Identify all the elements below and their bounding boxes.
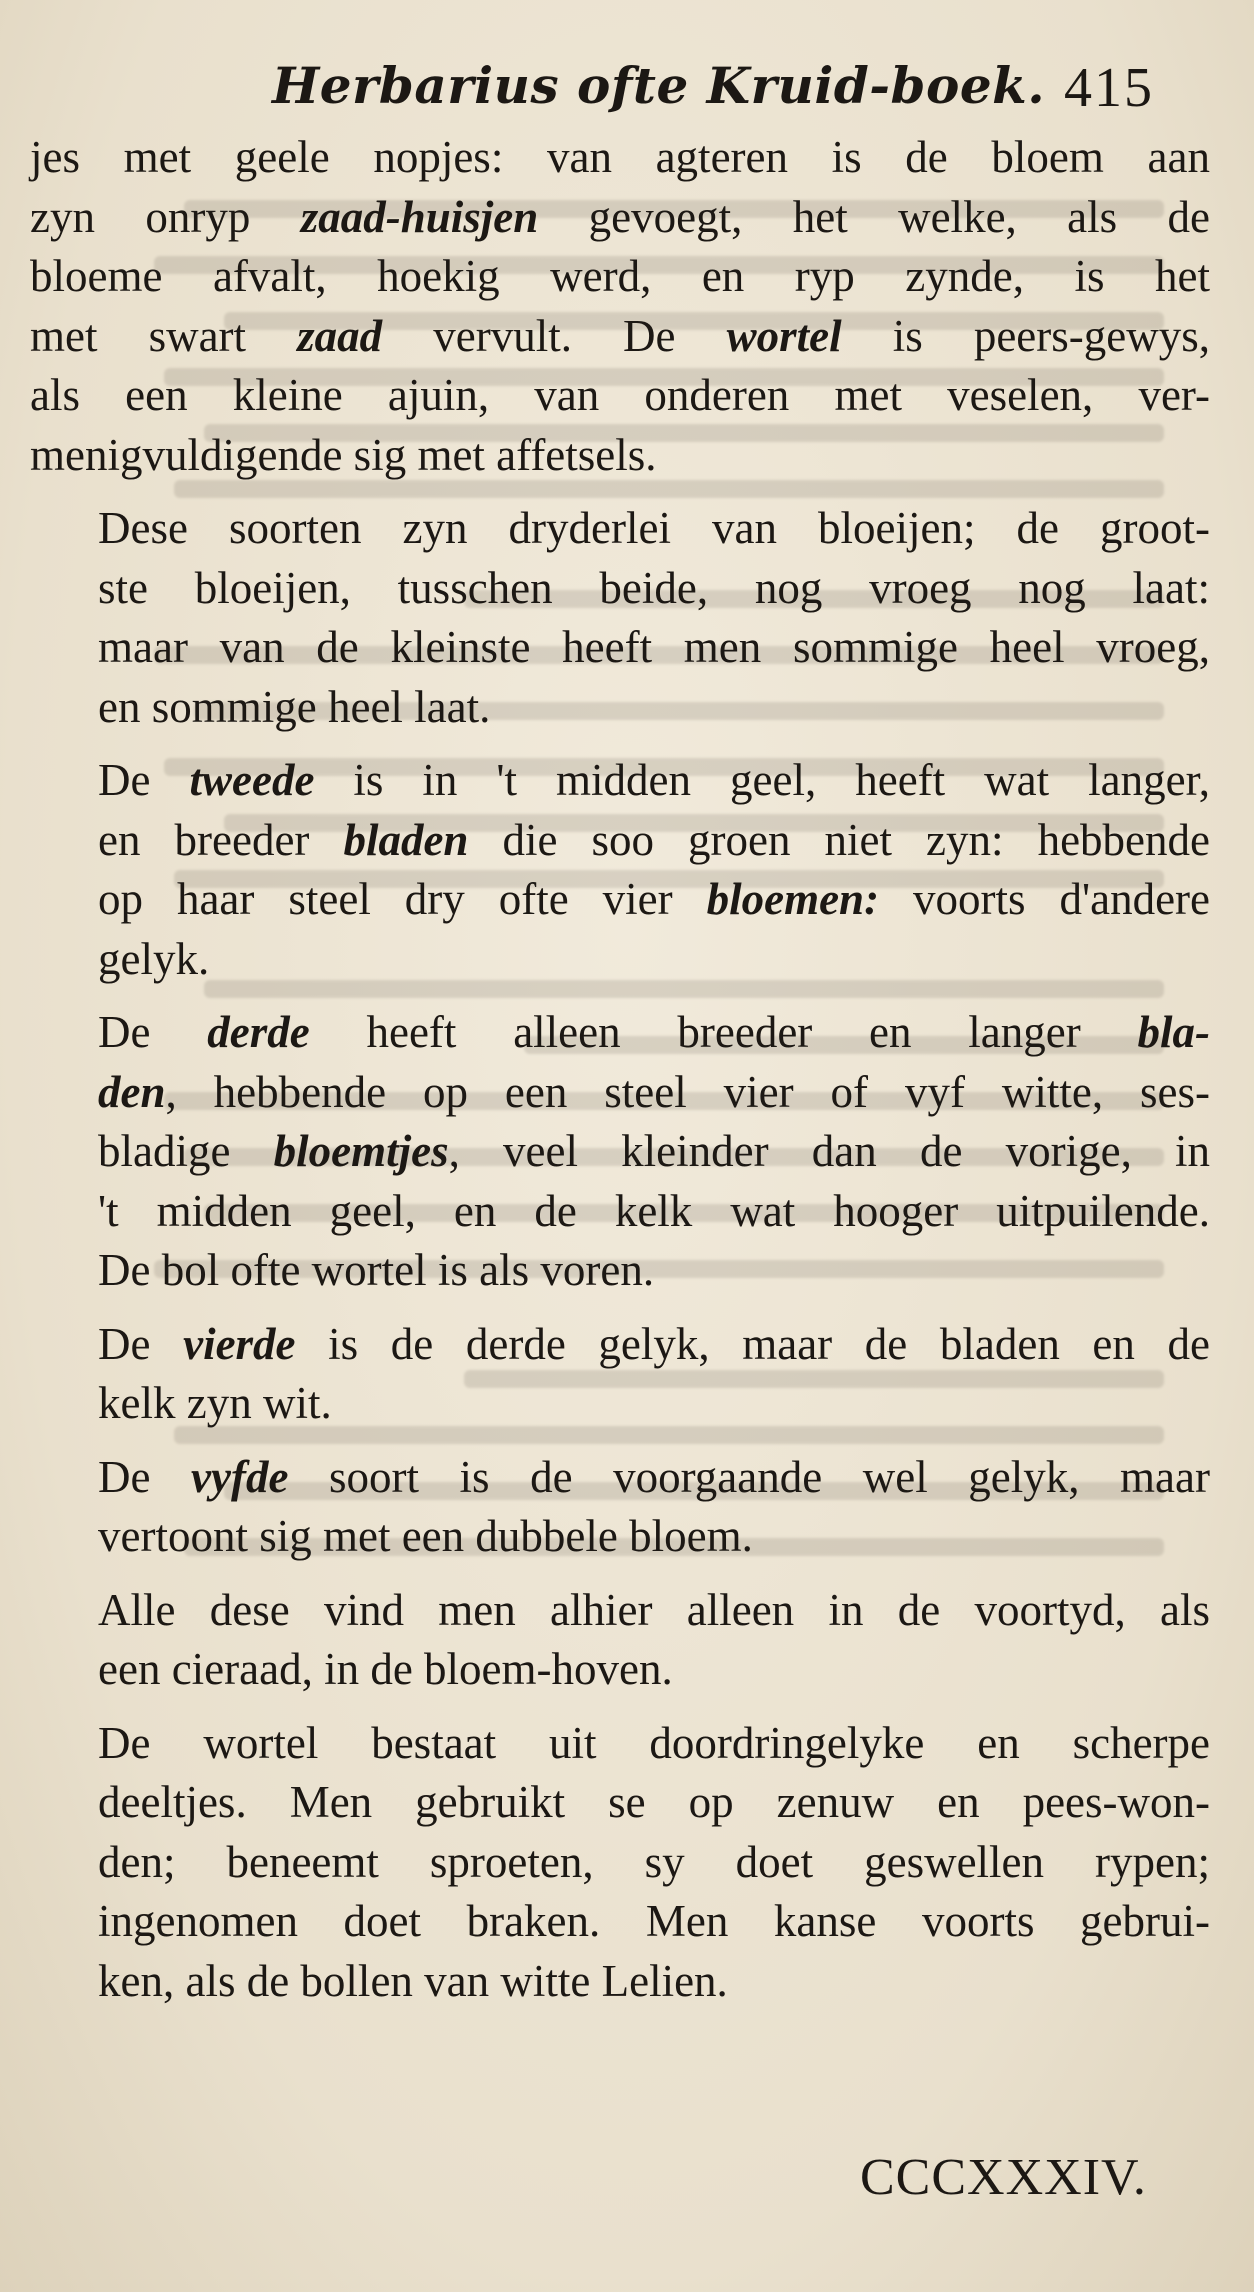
text-run: De bol ofte wortel is als voren. <box>98 1245 655 1295</box>
italic-term: bloemtjes <box>273 1126 449 1176</box>
text-line <box>30 618 1210 678</box>
text-line <box>30 678 1210 738</box>
text-run: De <box>98 1007 208 1057</box>
text-line <box>30 1063 1210 1123</box>
paragraph <box>30 499 1210 737</box>
text-run: is in 't midden geel, heeft wat langer, <box>314 755 1211 805</box>
italic-term: vyfde <box>191 1451 289 1502</box>
text-run: bladige <box>98 1126 274 1176</box>
paragraph <box>30 751 1210 989</box>
text-run: ingenomen doet braken. Men kanse voorts gebrui- <box>98 1896 1210 1946</box>
text-line <box>30 1507 1210 1567</box>
text-line <box>30 1122 1210 1182</box>
text-line <box>30 1581 1210 1641</box>
text-run: als een kleine ajuin, van onderen met veselen, ver- <box>30 370 1210 420</box>
text-run: zyn onryp <box>30 191 301 242</box>
text-run: vervult. De <box>382 310 727 361</box>
text-run: Alle dese vind men alhier alleen in de voortyd, als <box>98 1584 1210 1635</box>
text-line <box>30 559 1210 619</box>
italic-term: den <box>98 1066 166 1117</box>
text-line <box>30 1833 1210 1893</box>
text-run: soort is de voorgaande wel gelyk, maar <box>288 1451 1210 1502</box>
text-line <box>30 366 1210 426</box>
text-line <box>30 870 1210 930</box>
running-head: Herbarius ofte Kruid-boek. <box>272 56 1046 115</box>
paragraph <box>30 1581 1210 1700</box>
text-run: De wortel bestaat uit doordringelyke en scherpe <box>98 1717 1210 1768</box>
text-run: De <box>98 755 190 805</box>
text-run: en sommige heel laat. <box>98 681 491 732</box>
text-run: vertoont sig met een dubbele bloem. <box>98 1511 753 1561</box>
text-line <box>30 811 1210 871</box>
text-line <box>30 1003 1210 1063</box>
italic-term: bla- <box>1137 1007 1210 1057</box>
text-run: deeltjes. Men gebruikt se op zenuw en pees-won- <box>98 1777 1210 1827</box>
italic-term: vierde <box>183 1318 296 1369</box>
italic-term: zaad-huisjen <box>300 191 539 242</box>
text-run: bloeme afvalt, hoekig werd, en ryp zynde, is het <box>30 251 1210 301</box>
text-run: Dese soorten zyn dryderlei van bloeijen; de groot- <box>98 503 1210 553</box>
text-line <box>30 930 1210 990</box>
text-line <box>30 1640 1210 1700</box>
text-run: De <box>98 1318 184 1369</box>
italic-term: bladen <box>343 814 469 865</box>
text-run: , veel kleinder dan de vorige, in <box>448 1126 1211 1176</box>
text-line <box>30 1773 1210 1833</box>
text-run: maar van de kleinste heeft men sommige heel vroeg, <box>98 622 1210 672</box>
text-run: den; beneemt sproeten, sy doet geswellen rypen; <box>98 1836 1210 1887</box>
text-run: voorts d'andere <box>879 874 1211 924</box>
text-run: ste bloeijen, tusschen beide, nog vroeg nog laat: <box>98 562 1210 613</box>
text-run: die soo groen niet zyn: hebbende <box>468 814 1210 865</box>
paragraph <box>30 1315 1210 1434</box>
text-line <box>30 426 1210 486</box>
text-line <box>30 1315 1210 1375</box>
text-run: is de derde gelyk, maar de bladen en de <box>295 1318 1210 1369</box>
text-line <box>30 128 1210 188</box>
text-line <box>30 1182 1210 1242</box>
italic-term: tweede <box>189 755 315 805</box>
body-text <box>30 128 1210 2025</box>
text-run: gelyk. <box>98 933 210 984</box>
text-run: kelk zyn wit. <box>98 1378 332 1428</box>
text-run: en breeder <box>98 814 344 865</box>
text-line <box>30 499 1210 559</box>
italic-term: wortel <box>726 310 842 361</box>
text-run: jes met geele nopjes: van agteren is de bloem aan <box>30 132 1210 182</box>
text-run: menigvuldigende sig met affetsels. <box>30 429 657 480</box>
text-line <box>30 1448 1210 1508</box>
text-line <box>30 1241 1210 1301</box>
page-number: 415 <box>1064 57 1154 119</box>
italic-term: derde <box>207 1007 310 1057</box>
text-line <box>30 188 1210 248</box>
text-run: De <box>98 1451 192 1502</box>
text-run: een cieraad, in de bloem-hoven. <box>98 1644 673 1694</box>
text-run: 't midden geel, en de kelk wat hooger uitpuilende. <box>98 1185 1210 1236</box>
text-line <box>30 1892 1210 1952</box>
paragraph <box>30 1003 1210 1301</box>
text-run: is peers-gewys, <box>841 310 1211 361</box>
text-run: gevoegt, het welke, als de <box>538 191 1210 242</box>
paragraph <box>30 128 1210 485</box>
italic-term: zaad <box>297 310 383 361</box>
text-run: , hebbende op een steel vier of vyf witte, ses- <box>165 1066 1210 1117</box>
text-line <box>30 751 1210 811</box>
text-run: heeft alleen breeder en langer <box>309 1007 1138 1057</box>
paragraph <box>30 1448 1210 1567</box>
page-header <box>0 48 1254 128</box>
paragraph <box>30 1714 1210 2012</box>
text-line <box>30 1952 1210 2012</box>
text-run: ken, als de bollen van witte Lelien. <box>98 1955 728 2006</box>
text-line <box>30 1374 1210 1434</box>
text-run: op haar steel dry ofte vier <box>98 874 707 924</box>
catchword: CCCXXXIV. <box>860 2149 1147 2206</box>
text-run: met swart <box>30 310 298 361</box>
text-line <box>30 1714 1210 1774</box>
text-line <box>30 307 1210 367</box>
text-line <box>30 247 1210 307</box>
italic-term: bloemen: <box>706 874 880 924</box>
